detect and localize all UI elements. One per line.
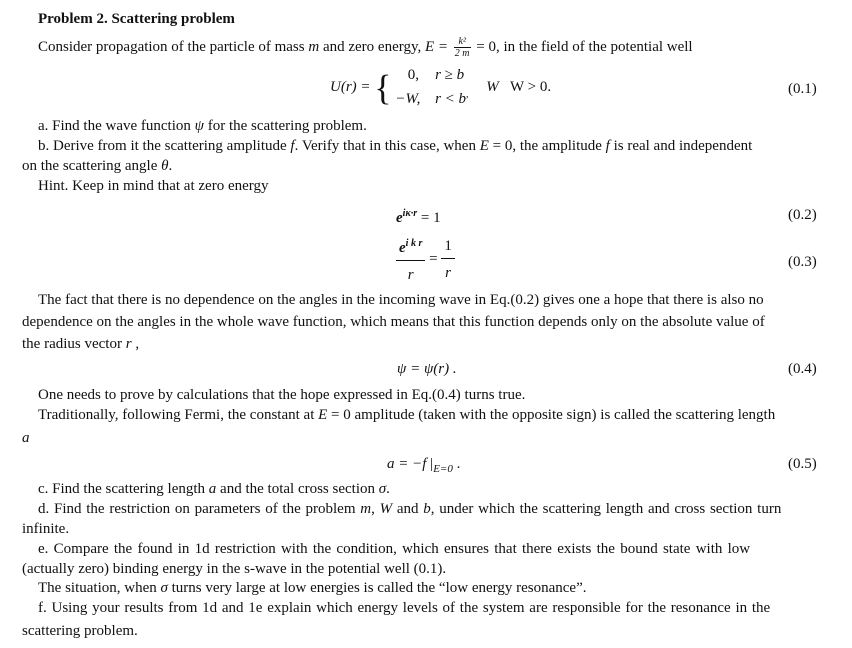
var-a: a (22, 430, 30, 446)
part-e-line1: e. Compare the found in 1d restriction with the condition, which ensures that there exists the bound state with low (38, 541, 751, 557)
equation-number-0-3: (0.3) (788, 254, 817, 270)
part-d-line1: d. Find the restriction on parameters of the problem m, W and b, under which the scattering length and cross section turn (38, 501, 782, 517)
theta-symbol: θ (161, 158, 169, 174)
para1-line3: the radius vector r , (22, 336, 140, 352)
part-b-line2: on the scattering angle θ. (22, 158, 173, 174)
para3: Traditionally, following Fermi, the constant at E = 0 amplitude (taken with the opposite sign) is called the scattering length (38, 407, 776, 423)
intro-text: Consider propagation of the particle of mass (38, 38, 309, 55)
case-1: 0, r ≥ b (407, 67, 465, 83)
para4: The situation, when σ turns very large at low energies is called the “low energy resonance”. (38, 580, 587, 596)
equation-0-4: ψ = ψ(r) . (397, 361, 457, 377)
equation-0-5: a = −f $|_{E=0}$ . (387, 456, 461, 475)
part-f-line1: f. Using your results from 1d and 1e explain which energy levels of the system are responsible for the resonance in the (38, 600, 771, 616)
part-e-line2: (actually zero) binding energy in the s-wave in the potential well (0.1). (22, 561, 447, 577)
energy-rhs: = 0, in the field of the potential well (472, 38, 693, 55)
equation-number-0-2: (0.2) (788, 207, 817, 223)
intro-text-mid: and zero energy, (319, 38, 425, 55)
para1-line2: dependence on the angles in the whole wave function, which means that this function depends only on the absolute value of (22, 314, 765, 330)
equation-number-0-4: (0.4) (788, 361, 817, 377)
equation-0-1 (330, 66, 499, 109)
equation-0-2: $e^{i\kappa\cdot r} = 1$ (396, 208, 441, 226)
part-c: c. Find the scattering length a and the total cross section σ. (38, 481, 390, 497)
hint: Hint. Keep in mind that at zero energy (38, 178, 269, 194)
part-a: a. Find the wave function ψ for the scattering problem. (38, 118, 367, 134)
part-f-line2: scattering problem. (22, 623, 138, 639)
psi-symbol: ψ (194, 118, 204, 134)
energy-fraction: $\frac{\text{k²}}{2 m}$ (454, 36, 470, 59)
fraction-lhs: $\frac{e^{i k r}}{r}$ (396, 234, 425, 285)
equation-number-0-5: (0.5) (788, 456, 817, 472)
equation-0-3: $\frac{e^{i k r}}{r}$ = $\frac{1}{r}$ (396, 234, 455, 285)
piecewise-cases (395, 66, 468, 109)
fraction-rhs: $\frac{1}{r}$ (441, 236, 455, 283)
w-condition-text: W > 0. (510, 79, 552, 95)
energy-lhs: E = (425, 38, 452, 55)
equation-number-0-1: (0.1) (788, 81, 817, 97)
var-m: m (308, 38, 320, 55)
part-b-line1: b. Derive from it the scattering amplitude f. Verify that in this case, when E = 0, the amplitude f is real and independent (38, 138, 753, 154)
part-d-line2: infinite. (22, 521, 70, 537)
problem-title: Problem 2. Scattering problem (38, 11, 235, 27)
para2: One needs to prove by calculations that the hope expressed in Eq.(0.4) turns true. (38, 387, 526, 403)
case-2: −W, r < b, (395, 89, 469, 107)
w-condition: W (486, 78, 499, 95)
para1-line1: The fact that there is no dependence on the angles in the incoming wave in Eq.(0.2) gives one a hope that there is also no (38, 292, 764, 308)
brace-symbol: { (374, 67, 392, 108)
intro-line (38, 36, 693, 59)
potential-lhs: U(r) = (330, 78, 375, 95)
